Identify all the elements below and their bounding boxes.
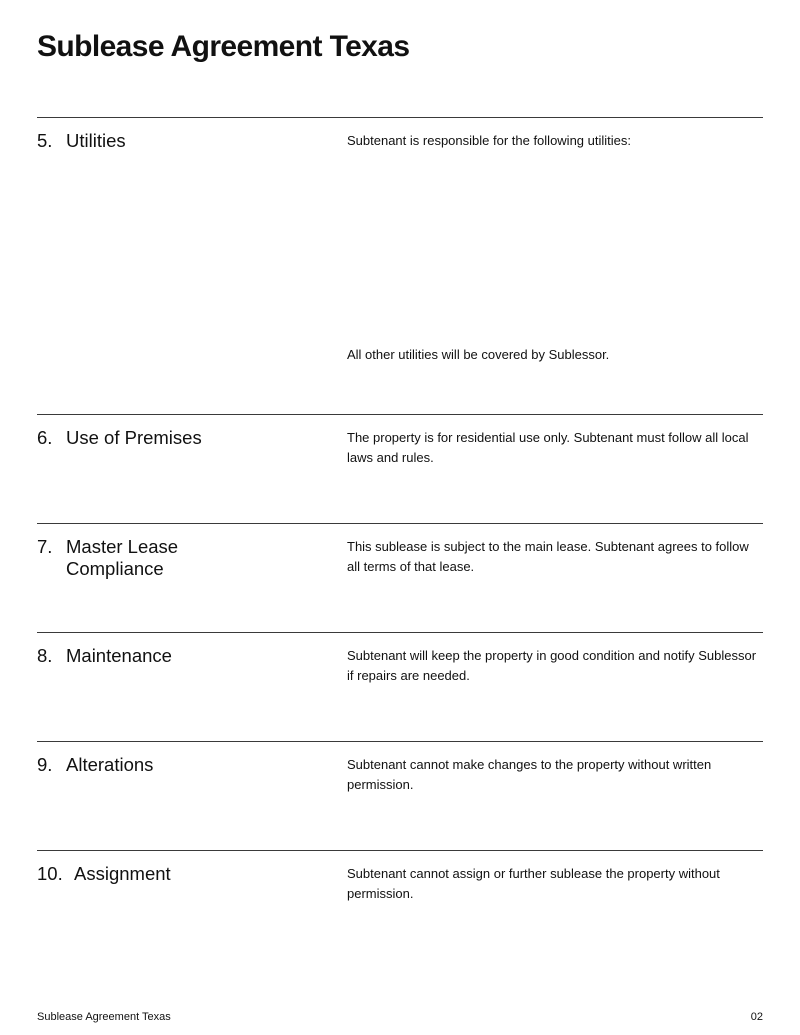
section-master-lease-compliance [37,523,763,633]
section-title: Maintenance [66,645,172,666]
section-heading [37,130,317,152]
section-use-of-premises [37,414,763,524]
document-title: Sublease Agreement Texas [37,30,410,63]
section-heading [37,754,317,776]
section-heading [37,427,317,449]
section-number: 8. [37,645,53,666]
section-paragraph: Subtenant cannot make changes to the property without written permission. [347,757,712,792]
section-utilities [37,117,763,415]
section-paragraph: Subtenant will keep the property in good condition and notify Sublessor if repairs are needed. [347,648,757,683]
section-text [347,755,763,794]
section-note: All other utilities will be covered by Sublessor. [347,347,610,362]
section-maintenance [37,632,763,742]
section-text [347,428,763,467]
section-paragraph: This sublease is subject to the main lease. Subtenant agrees to follow all terms of that lease. [347,539,749,574]
section-title: Assignment [74,863,171,884]
section-number: 10. [37,863,63,884]
section-paragraph: Subtenant is responsible for the following utilities: [347,133,631,148]
section-assignment [37,850,763,960]
section-text [347,537,763,576]
section-number: 5. [37,130,53,151]
section-alterations [37,741,763,851]
section-title: Use of Premises [66,427,202,448]
section-title: Alterations [66,754,154,775]
section-text [347,646,763,685]
section-text [347,131,763,151]
footer-page-number: 02 [750,1011,763,1023]
section-paragraph: The property is for residential use only. Subtenant must follow all local laws and rules. [347,430,749,465]
section-heading [37,645,317,667]
section-heading [37,536,237,580]
section-paragraph: Subtenant cannot assign or further sublease the property without permission. [347,866,720,901]
section-text [347,864,763,903]
section-title: Utilities [66,130,126,151]
section-number: 7. [37,536,53,557]
footer-document-name: Sublease Agreement Texas [37,1011,171,1023]
section-number: 6. [37,427,53,448]
section-heading [37,863,317,885]
section-title: Master Lease Compliance [66,536,179,579]
section-number: 9. [37,754,53,775]
